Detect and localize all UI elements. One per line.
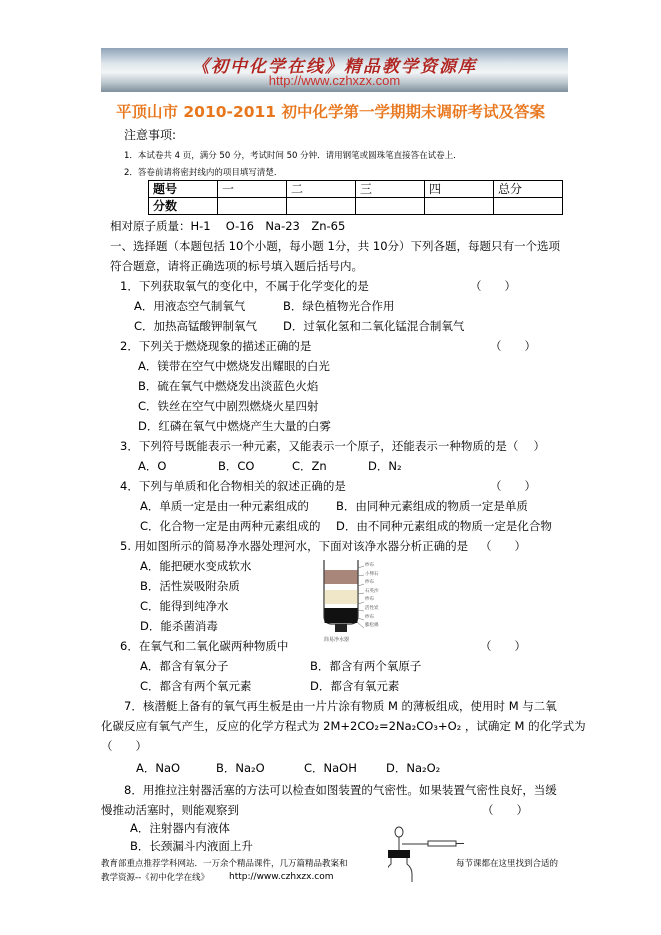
score-field[interactable]: [425, 198, 494, 215]
option: A．镁带在空气中燃烧发出耀眼的白光: [138, 359, 330, 373]
section-intro: 一、选择题（本题包括 10个小题，每小题 1分，共 10分）下列各题，每题只有一个选项: [110, 239, 561, 253]
option: A．单质一定是由一种元素组成的: [140, 499, 309, 513]
question-stem: 5. 用如图所示的简易净水器处理河水，下面对该净水器分析正确的是: [120, 539, 469, 553]
banner-title: 《初中化学在线》精品教学资源库: [192, 57, 477, 77]
figure-label: 纱布: [365, 597, 374, 603]
option: D．过氧化氢和二氧化锰混合制氧气: [283, 319, 465, 333]
question-stem: 1．下列获取氧气的变化中，不属于化学变化的是: [120, 279, 369, 293]
footer-text: 教学资源--《初中化学在线》: [101, 873, 210, 883]
score-table: [148, 180, 563, 215]
score-field[interactable]: [287, 198, 356, 215]
answer-paren[interactable]: （ ）: [482, 803, 528, 817]
question-stem: 8．用推拉注射器活塞的方法可以检查如图装置的气密性。如果装置气密性良好，当缓: [124, 783, 557, 797]
option: C．加热高锰酸钾制氧气: [134, 319, 258, 333]
answer-paren[interactable]: （ ）: [480, 639, 526, 653]
option: D．红磷在氧气中燃烧产生大量的白雾: [138, 419, 331, 433]
section-intro: 符合题意，请将正确选项的标号填入题后括号内。: [110, 259, 363, 273]
option: A．NaO: [136, 761, 181, 775]
footer-text: 教育部重点推荐学科网站．一万余个精品课件，几万篇精品教案和: [101, 856, 348, 872]
option: C．化合物一定是由两种元素组成的: [140, 519, 321, 533]
question-stem: 化碳反应有氧气产生，反应的化学方程式为 2M+2CO₂=2Na₂CO₃+O₂ ，试确定 M 的化学式为: [101, 719, 586, 733]
option: C．都含有两个氧元素: [140, 679, 252, 693]
option: A．都含有氧分子: [140, 659, 229, 673]
figure-label: 纱布: [365, 580, 374, 586]
option: B．硫在氧气中燃烧发出淡蓝色火焰: [138, 379, 319, 393]
answer-paren[interactable]: （ ）: [101, 739, 147, 753]
notice-heading: 注意事项:: [124, 128, 177, 142]
figure-label: 小卵石: [365, 571, 379, 577]
answer-paren[interactable]: （ ）: [480, 539, 526, 553]
atomic-mass: 相对原子质量：H-1 O-16 Na-23 Zn-65: [110, 219, 346, 233]
option: D．Na₂O₂: [386, 761, 441, 775]
notice-item: 2．答卷前请将密封线内的项目填写清楚．: [124, 168, 283, 178]
document-title: 平顶山市 2010-2011 初中化学第一学期期末调研考试及答案: [115, 103, 545, 121]
score-field[interactable]: [356, 198, 425, 215]
table-cell: 三: [356, 181, 425, 198]
figure-label: 纱布: [365, 614, 374, 620]
option: A．用液态空气制氧气: [134, 299, 246, 313]
option: C．NaOH: [304, 761, 357, 775]
option: D．由不同种元素组成的物质一定是化合物: [336, 519, 552, 533]
question-stem: 6．在氧气和二氧化碳两种物质中: [120, 639, 289, 653]
question-stem: 7．核潜艇上备有的氧气再生板是由一片片涂有物质 M 的薄板组成，使用时 M 与二氧: [124, 699, 557, 713]
answer-paren[interactable]: （ ）: [490, 339, 536, 353]
option: B．活性炭吸附杂质: [140, 579, 240, 593]
option: D．能杀菌消毒: [140, 619, 218, 633]
footer-text: 每节课都在这里找到合适的: [456, 859, 559, 869]
table-cell: 一: [218, 181, 287, 198]
option: A．O: [138, 459, 167, 473]
option: C．铁丝在空气中剧烈燃烧火星四射: [138, 399, 319, 413]
figure-label: 活性炭: [365, 605, 379, 611]
figure-label: 石英沙: [365, 588, 379, 594]
banner-url[interactable]: http://www.czhxzx.com: [268, 73, 401, 88]
option: A．能把硬水变成软水: [140, 559, 252, 573]
table-cell: 总分: [494, 181, 563, 198]
option: B．由同种元素组成的物质一定是单质: [336, 499, 528, 513]
option: B．CO: [218, 459, 255, 473]
table-cell: 分数: [149, 198, 218, 215]
answer-paren[interactable]: （ ）: [490, 479, 536, 493]
option: B．绿色植物光合作用: [283, 299, 395, 313]
option: C．Zn: [292, 459, 327, 473]
option: A．注射器内有液体: [130, 821, 230, 835]
notice-item: 1．本试卷共 4 页，满分 50 分，考试时间 50 分钟．请用钢笔或圆珠笔直接答在试卷上．: [124, 151, 462, 161]
score-field[interactable]: [494, 198, 563, 215]
answer-paren[interactable]: （ ）: [470, 279, 516, 293]
question-stem: 2．下列关于燃烧现象的描述正确的是: [120, 339, 312, 353]
figure-caption: 简易净水器: [324, 637, 350, 643]
option: B．都含有两个氧原子: [310, 659, 422, 673]
question-stem: 4．下列与单质和化合物相关的叙述正确的是: [120, 479, 346, 493]
figure-label: 纱布: [365, 563, 374, 568]
option: D．N₂: [368, 459, 402, 473]
table-cell: 四: [425, 181, 494, 198]
option: D．都含有氧元素: [310, 679, 400, 693]
figure-label: 膨松棉: [365, 623, 379, 629]
apparatus-figure: [388, 826, 468, 882]
footer-link[interactable]: http://www.czhxzx.com: [229, 872, 334, 882]
score-field[interactable]: [218, 198, 287, 215]
question-stem: 慢推动活塞时，则能观察到: [101, 803, 239, 817]
question-stem: 3．下列符号既能表示一种元素，又能表示一个原子，还能表示一种物质的是（ ）: [120, 439, 545, 453]
option: B．长颈漏斗内液面上升: [130, 839, 253, 853]
table-cell: 题号: [149, 181, 218, 198]
site-banner[interactable]: [101, 48, 568, 92]
option: C．能得到纯净水: [140, 599, 229, 613]
option: B．Na₂O: [216, 761, 265, 775]
flask-syringe-icon: [388, 826, 468, 882]
table-cell: 二: [287, 181, 356, 198]
water-filter-figure: [322, 558, 384, 644]
